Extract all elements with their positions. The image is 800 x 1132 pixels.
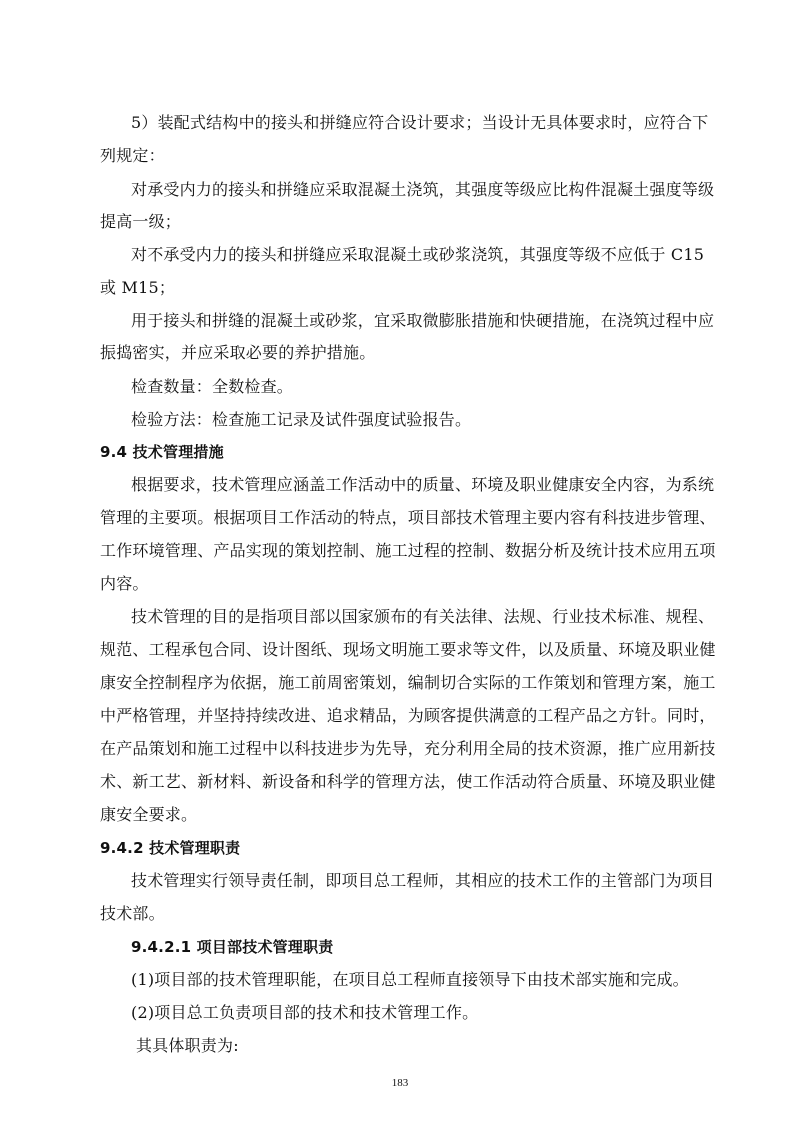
paragraph-line: 检验方法：检查施工记录及试件强度试验报告。 [131, 410, 472, 429]
paragraph-line: 列规定： [100, 146, 165, 165]
paragraph-line: 技术部。 [100, 904, 165, 923]
paragraph-line: 其具体职责为: [136, 1036, 239, 1055]
paragraph-line: 提高一级； [100, 212, 182, 231]
paragraph-line: 用于接头和拼缝的混凝土或砂浆，宜采取微膨胀措施和快硬措施，在浇筑过程中应 [131, 311, 715, 330]
paragraph-line: 5）装配式结构中的接头和拼缝应符合设计要求；当设计无具体要求时，应符合下 [131, 113, 709, 132]
paragraph-line: 对不承受内力的接头和拼缝应采取混凝土或砂浆浇筑，其强度等级不应低于 C15 [131, 245, 705, 264]
paragraph-line: 技术管理的目的是指项目部以国家颁布的有关法律、法规、行业技术标准、规程、 [131, 607, 715, 626]
paragraph-line: 康安全控制程序为依据，施工前周密策划，编制切合实际的工作策划和管理方案，施工 [100, 673, 716, 692]
paragraph-line: 振捣密实，并应采取必要的养护措施。 [100, 343, 376, 362]
paragraph-line: 内容。 [100, 574, 149, 593]
paragraph-line: 对承受内力的接头和拼缝应采取混凝土浇筑，其强度等级应比构件混凝土强度等级 [131, 180, 715, 199]
paragraph-line: 检查数量：全数检查。 [131, 377, 294, 396]
paragraph-line: (1)项目部的技术管理职能，在项目总工程师直接领导下由技术部实施和完成。 [131, 970, 689, 989]
paragraph-line: 管理的主要项。根据项目工作活动的特点，项目部技术管理主要内容有科技进步管理、 [100, 508, 716, 527]
page-number: 183 [391, 1077, 409, 1089]
section-heading: 9.4 技术管理措施 [100, 443, 224, 461]
paragraph-line: 技术管理实行领导责任制，即项目总工程师，其相应的技术工作的主管部门为项目 [131, 871, 715, 890]
paragraph-line: 在产品策划和施工过程中以科技进步为先导，充分利用全局的技术资源，推广应用新技 [100, 739, 716, 758]
subsection-heading: 9.4.2.1 项目部技术管理职责 [131, 938, 334, 956]
paragraph-line: 工作环境管理、产品实现的策划控制、施工过程的控制、数据分析及统计技术应用五项 [100, 541, 716, 560]
paragraph-line: 康安全要求。 [100, 805, 198, 824]
section-heading: 9.4.2 技术管理职责 [100, 839, 241, 857]
paragraph-line: 术、新工艺、新材料、新设备和科学的管理方法，使工作活动符合质量、环境及职业健 [100, 772, 716, 791]
paragraph-line: 根据要求，技术管理应涵盖工作活动中的质量、环境及职业健康安全内容，为系统 [131, 475, 715, 494]
paragraph-line: (2)项目总工负责项目部的技术和技术管理工作。 [131, 1003, 479, 1022]
paragraph-line: 或 M15； [100, 278, 176, 297]
paragraph-line: 中严格管理，并坚持持续改进、追求精品，为顾客提供满意的工程产品之方针。同时， [100, 706, 716, 725]
paragraph-line: 规范、工程承包合同、设计图纸、现场文明施工要求等文件，以及质量、环境及职业健 [100, 640, 716, 659]
